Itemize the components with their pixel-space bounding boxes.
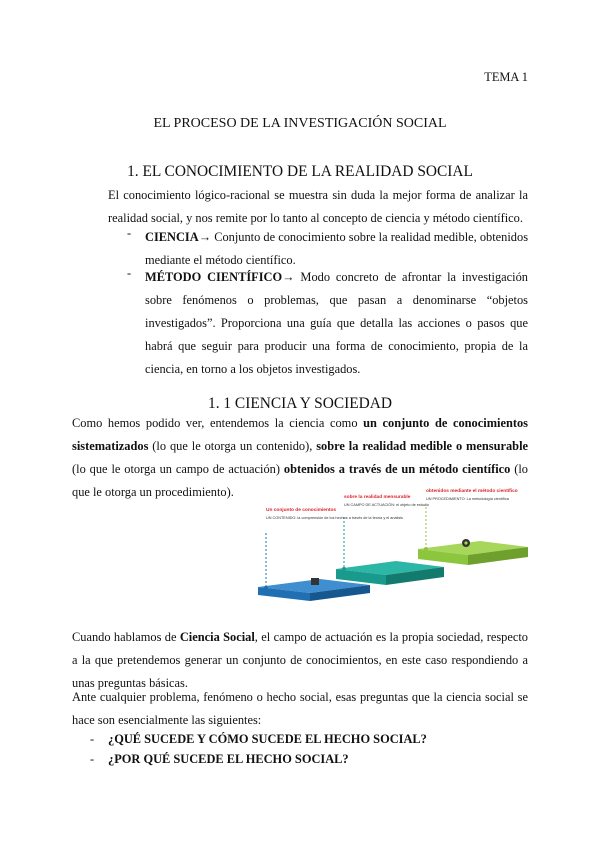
term-metodo: MÉTODO CIENTÍFICO→ <box>145 270 295 284</box>
section-1-1-heading: 1. 1 CIENCIA Y SOCIEDAD <box>208 395 392 412</box>
step-2-dot <box>342 567 346 571</box>
bold-run: sobre la realidad medible o mensurable <box>316 439 529 453</box>
section-3-paragraph-1 <box>72 626 528 695</box>
document-title: EL PROCESO DE LA INVESTIGACIÓN SOCIAL <box>153 116 447 131</box>
bold-run: un conjunto de conocimientos sistematizados <box>72 416 528 453</box>
text-run: (lo que le otorga un campo de actuación) <box>72 462 284 476</box>
books-icon <box>311 578 319 585</box>
step-2-title: sobre la realidad mensurable <box>344 495 411 500</box>
definition-metodo: Modo concreto de afrontar la investigación sobre fenómenos o problemas, que pasan a denominarse “objetos investigados”. Proporciona una guía que detalla las acciones o pasos que habrá que seguir para producir una forma de conocimiento, propia de la ciencia, en torno a los objetos investigados. <box>145 270 528 376</box>
list-bullet: - <box>127 266 132 280</box>
bold-run: obtenidos a través de un método científico <box>283 462 511 476</box>
section-3-paragraph-2: Ante cualquier problema, fenómeno o hecho social, esas preguntas que la ciencia social se hace son esencialmente las siguientes: <box>72 690 528 727</box>
page-header-tema: TEMA 1 <box>484 70 528 84</box>
step-1-title: Un conjunto de conocimientos <box>266 508 337 513</box>
question-bullet: - <box>90 732 95 746</box>
step-3-desc: UN PROCEDIMIENTO: La metodología científica <box>426 497 509 501</box>
science-steps-figure <box>258 487 528 605</box>
step-3-title: obtenidos mediante el método científico <box>426 489 518 494</box>
text-run: , el campo de actuación es la propia sociedad, respecto a la que pretendemos generar un conjunto de conocimientos, en este caso respondiendo a unas preguntas básicas. <box>72 630 528 690</box>
section-1-intro: El conocimiento lógico-racional se muestra sin duda la mejor forma de analizar la realidad social, y nos remite por lo tanto al concepto de ciencia y método científico. <box>108 188 528 225</box>
step-3-dot <box>424 547 428 551</box>
step-1-desc: UN CONTENIDO: la comprensión de los hechos a través de la teoría y el análisis <box>266 516 403 520</box>
bold-run: Ciencia Social <box>179 630 255 644</box>
term-ciencia: CIENCIA→ <box>145 230 212 244</box>
question-2: ¿POR QUÉ SUCEDE EL HECHO SOCIAL? <box>108 752 349 766</box>
text-run: (lo que le otorga un contenido), <box>148 439 317 453</box>
text-run: Como hemos podido ver, entendemos la ciencia como <box>72 416 364 430</box>
gear-hole <box>464 541 467 544</box>
section-1-heading: 1. EL CONOCIMIENTO DE LA REALIDAD SOCIAL <box>127 163 473 180</box>
question-bullet: - <box>90 752 95 766</box>
step-1-dot <box>264 586 268 590</box>
question-1: ¿QUÉ SUCEDE Y CÓMO SUCEDE EL HECHO SOCIAL? <box>108 732 427 746</box>
list-bullet: - <box>127 226 132 240</box>
definition-ciencia: Conjunto de conocimiento sobre la realidad medible, obtenidos mediante el método científico. <box>145 230 529 267</box>
text-run: Cuando hablamos de <box>72 630 180 644</box>
list-item-metodo <box>145 266 528 381</box>
step-2-desc: UN CAMPO DE ACTUACIÓN: el objeto de estudio <box>344 503 430 507</box>
text-run: (lo que le otorga un procedimiento). <box>72 462 528 499</box>
